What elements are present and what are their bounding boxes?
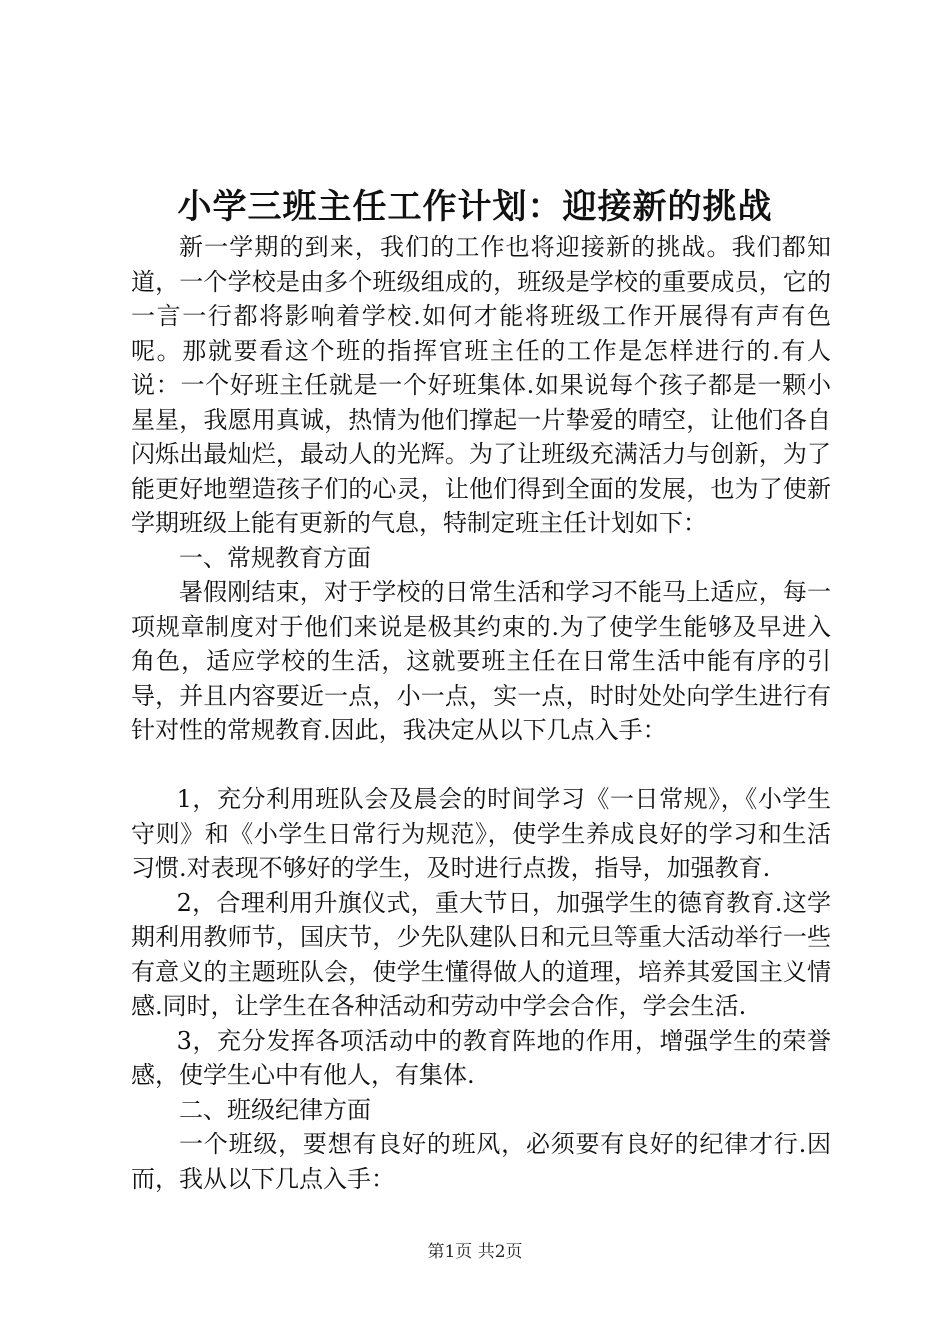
page-total: 共2页 <box>477 1242 523 1262</box>
list-item-3: 3，充分发挥各项活动中的教育阵地的作用，增强学生的荣誉感，使学生心中有他人，有集体. <box>131 1026 831 1089</box>
section-heading-routine: 一、常规教育方面 <box>179 543 371 572</box>
document-body <box>131 230 831 1196</box>
intro-paragraph: 新一学期的到来，我们的工作也将迎接新的挑战。我们都知道，一个学校是由多个班级组成的，班级是学校的重要成员，它的一言一行都将影响着学校.如何才能将班级工作开展得有声有色呢。那就要看这个班的指挥官班主任的工作是怎样进行的.有人说：一个好班主任就是一个好班集体.如果说每个孩子都是一颗小星星，我愿用真诚，热情为他们撑起一片挚爱的晴空，让他们各自闪烁出最灿烂，最动人的光辉。为了让班级充满活力与创新，为了能更好地塑造孩子们的心灵，让他们得到全面的发展，也为了使新学期班级上能有更新的气息，特制定班主任计划如下： <box>131 233 831 537</box>
page-number: 第1页 <box>427 1242 473 1262</box>
section-heading-discipline: 二、班级纪律方面 <box>179 1095 371 1124</box>
routine-paragraph: 暑假刚结束，对于学校的日常生活和学习不能马上适应，每一项规章制度对于他们来说是极其约束的.为了使学生能够及早进入角色，适应学校的生活，这就要班主任在日常生活中能有序的引导，并且内容要近一点，小一点，实一点，时时处处向学生进行有针对性的常规教育.因此，我决定从以下几点入手： <box>131 578 831 744</box>
list-item-2: 2，合理利用升旗仪式，重大节日，加强学生的德育教育.这学期利用教师节，国庆节，少先队建队日和元旦等重大活动举行一些有意义的主题班队会，使学生懂得做人的道理，培养其爱国主义情感.同时，让学生在各种活动和劳动中学会合作，学会生活. <box>131 888 831 1020</box>
page-footer <box>0 1240 950 1264</box>
list-item-1: 1，充分利用班队会及晨会的时间学习《一日常规》，《小学生守则》和《小学生日常行为规范》，使学生养成良好的学习和生活习惯.对表现不够好的学生，及时进行点拨，指导，加强教育. <box>131 785 831 882</box>
paragraph-gap <box>131 748 831 783</box>
discipline-paragraph: 一个班级，要想有良好的班风，必须要有良好的纪律才行.因而，我从以下几点入手： <box>131 1130 831 1193</box>
document-title: 小学三班主任工作计划：迎接新的挑战 <box>177 187 773 227</box>
